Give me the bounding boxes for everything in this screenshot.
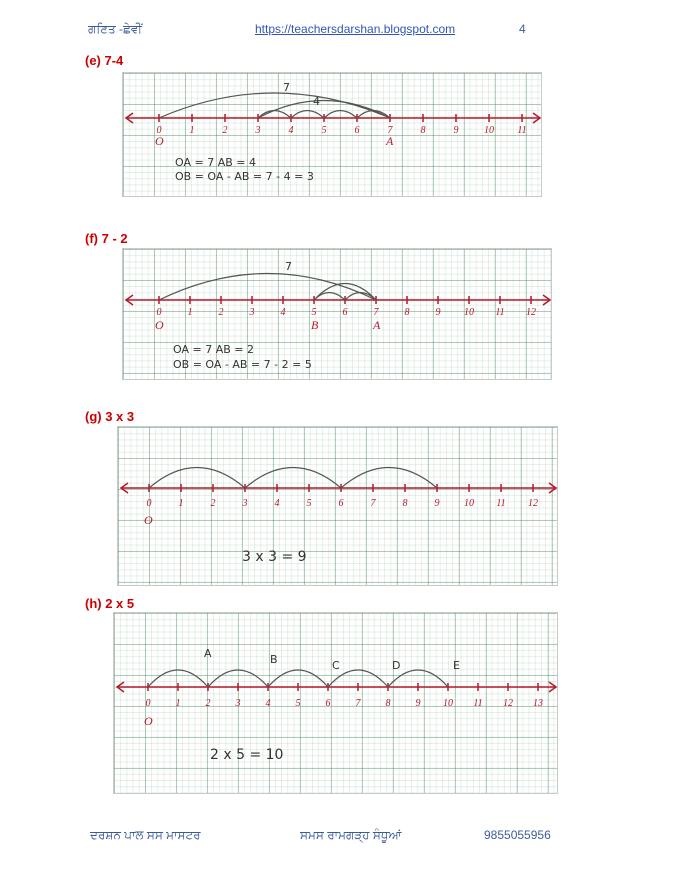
tick-label: 8 (420, 125, 426, 136)
tick-label: 12 (503, 698, 513, 709)
working-line: OB = OA - AB = 7 - 4 = 3 (175, 170, 314, 183)
graph-panel-f (122, 248, 552, 380)
arc-label: D (392, 659, 401, 672)
tick-label: 1 (175, 698, 181, 709)
tick-label: 3 (249, 307, 255, 318)
tick-label: 4 (274, 498, 280, 509)
tick-label: 11 (517, 125, 527, 136)
tick-label: 9 (434, 498, 440, 509)
tick-label: 6 (354, 125, 360, 136)
page-number: 4 (519, 22, 526, 36)
tick-label: 0 (146, 498, 152, 509)
tick-label: 10 (484, 125, 494, 136)
graph-panel-e (122, 72, 542, 197)
tick-label: 7 (370, 498, 376, 509)
tick-label: 5 (311, 307, 317, 318)
footer-phone: 9855055956 (484, 828, 551, 842)
tick-label: 9 (415, 698, 421, 709)
working-line: OB = OA - AB = 7 - 2 = 5 (173, 358, 312, 371)
tick-label: 10 (464, 307, 474, 318)
tick-label: 6 (342, 307, 348, 318)
graph-panel-h (113, 612, 558, 794)
tick-label: 8 (404, 307, 410, 318)
tick-label: 5 (306, 498, 312, 509)
number-line-g (118, 427, 559, 587)
tick-label: 4 (280, 307, 286, 318)
arc-label: A (204, 647, 212, 660)
number-line-f (123, 249, 553, 381)
tick-label: 5 (321, 125, 327, 136)
tick-label: 1 (178, 498, 184, 509)
point-label-a: A (373, 318, 381, 332)
header-link[interactable]: https://teachersdarshan.blogspot.com (255, 22, 456, 36)
tick-label: 5 (295, 698, 301, 709)
section-label-e: (e) 7-4 (85, 53, 124, 68)
footer-school: ਸਮਸ ਰਾਮਗੜ੍ਹ ਸੰਧੂਆਂ (300, 828, 402, 842)
tick-label: 13 (533, 698, 543, 709)
point-label-o: O (144, 714, 153, 728)
working-line: OA = 7 AB = 2 (173, 343, 254, 356)
tick-label: 2 (205, 698, 211, 709)
tick-label: 3 (242, 498, 248, 509)
arc-label: 7 (285, 260, 292, 273)
tick-label: 10 (464, 498, 474, 509)
tick-label: 10 (443, 698, 453, 709)
tick-label: 1 (189, 125, 195, 136)
tick-label: 4 (265, 698, 271, 709)
tick-label: 8 (402, 498, 408, 509)
tick-label: 4 (288, 125, 294, 136)
tick-label: 11 (495, 307, 505, 318)
graph-panel-g (117, 426, 558, 586)
tick-label: 12 (528, 498, 538, 509)
arc-label: 7 (283, 81, 290, 94)
point-label-a: A (386, 134, 394, 148)
working-line: OA = 7 AB = 4 (175, 156, 256, 169)
arc-label: C (332, 659, 340, 672)
section-label-h: (h) 2 x 5 (85, 596, 135, 611)
tick-label: 8 (385, 698, 391, 709)
tick-label: 7 (373, 307, 379, 318)
point-label-o: O (155, 318, 164, 332)
arc-label: B (270, 653, 278, 666)
tick-label: 1 (187, 307, 193, 318)
footer-teacher: ਦਰਸ਼ਨ ਪਾਲ ਸਸ ਮਾਸਟਰ (90, 828, 201, 842)
working-line: 3 x 3 = 9 (242, 549, 307, 565)
tick-label: 2 (218, 307, 224, 318)
section-label-g: (g) 3 x 3 (85, 409, 135, 424)
tick-label: 3 (235, 698, 241, 709)
tick-label: 2 (222, 125, 228, 136)
tick-label: 11 (473, 698, 483, 709)
tick-label: 0 (156, 307, 162, 318)
header-subject: ਗਣਿਤ -ਛੇਵੀਂ (88, 22, 143, 36)
tick-label: 12 (526, 307, 536, 318)
arc-label: E (453, 659, 460, 672)
tick-label: 3 (255, 125, 261, 136)
tick-label: 11 (496, 498, 506, 509)
tick-label: 7 (355, 698, 361, 709)
working-line: 2 x 5 = 10 (210, 747, 284, 763)
tick-label: 9 (435, 307, 441, 318)
section-label-f: (f) 7 - 2 (85, 231, 128, 246)
tick-label: 9 (453, 125, 459, 136)
tick-label: 0 (156, 125, 162, 136)
tick-label: 0 (145, 698, 151, 709)
number-line-e (123, 73, 543, 198)
tick-label: 6 (338, 498, 344, 509)
arc-label: 4 (313, 95, 320, 108)
tick-label: 2 (210, 498, 216, 509)
tick-label: 6 (325, 698, 331, 709)
point-label-b: B (311, 318, 319, 332)
point-label-o: O (155, 134, 164, 148)
tick-label: 7 (387, 125, 393, 136)
point-label-o: O (144, 513, 153, 527)
number-line-h (114, 613, 559, 795)
